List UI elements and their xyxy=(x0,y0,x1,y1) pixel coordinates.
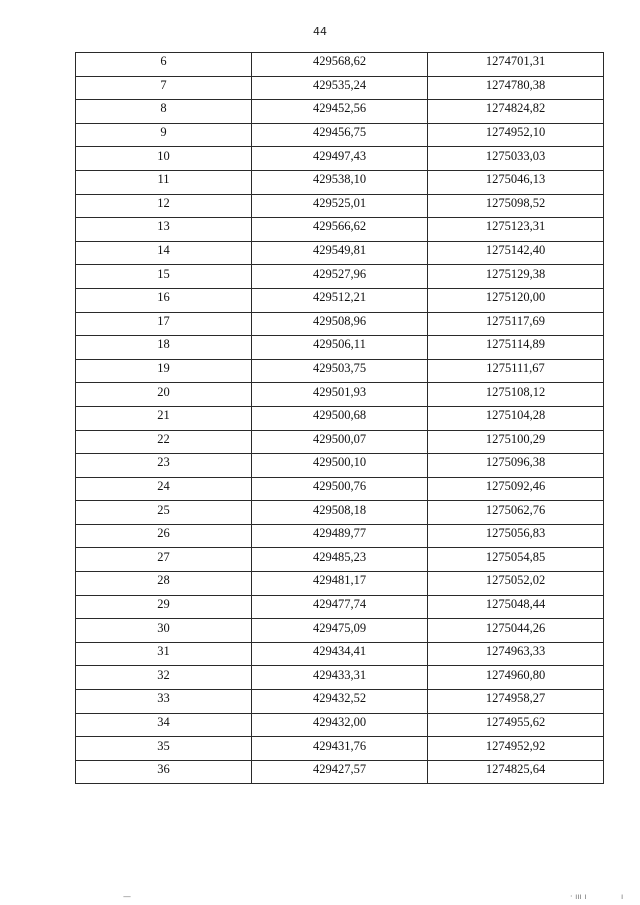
x-coordinate-cell-text: 429506,11 xyxy=(313,337,366,352)
y-coordinate-cell xyxy=(428,666,604,690)
point-number-cell-text: 18 xyxy=(157,337,170,352)
y-coordinate-cell xyxy=(428,241,604,265)
x-coordinate-cell xyxy=(252,501,428,525)
y-coordinate-cell-text: 1275098,52 xyxy=(485,195,546,210)
x-coordinate-cell xyxy=(252,218,428,242)
table-row xyxy=(76,53,604,77)
point-number-cell-text: 22 xyxy=(157,431,170,446)
point-number-cell xyxy=(76,619,252,643)
x-coordinate-cell xyxy=(252,76,428,100)
x-coordinate-cell-text: 429503,75 xyxy=(312,361,367,376)
table-row xyxy=(76,501,604,525)
y-coordinate-cell-text: 1274963,33 xyxy=(485,644,546,659)
y-coordinate-cell xyxy=(428,430,604,454)
table-row xyxy=(76,595,604,619)
point-number-cell-text: 34 xyxy=(157,714,170,729)
x-coordinate-cell-text: 429508,96 xyxy=(312,313,367,328)
table-row xyxy=(76,548,604,572)
table-row xyxy=(76,713,604,737)
y-coordinate-cell-text: 1274955,62 xyxy=(485,714,546,729)
x-coordinate-cell-text: 429527,96 xyxy=(312,266,367,281)
table-row xyxy=(76,288,604,312)
point-number-cell xyxy=(76,454,252,478)
point-number-cell-text: 32 xyxy=(157,667,170,682)
point-number-cell xyxy=(76,642,252,666)
x-coordinate-cell-text: 429489,77 xyxy=(312,526,367,541)
table-row xyxy=(76,666,604,690)
y-coordinate-cell-text: 1274952,92 xyxy=(485,738,546,753)
table-row xyxy=(76,312,604,336)
x-coordinate-cell-text: 429525,01 xyxy=(312,195,367,210)
y-coordinate-cell xyxy=(428,218,604,242)
y-coordinate-cell-text: 1275056,83 xyxy=(485,526,546,541)
y-coordinate-cell-text: 1274780,38 xyxy=(485,77,546,92)
y-coordinate-cell-text: 1275052,02 xyxy=(485,573,546,588)
x-coordinate-cell-text: 429452,56 xyxy=(312,101,367,116)
table-row xyxy=(76,123,604,147)
footer-scan-mark-right: · ııı ı xyxy=(570,892,587,901)
table-row xyxy=(76,406,604,430)
x-coordinate-cell-text: 429500,76 xyxy=(312,478,367,493)
y-coordinate-cell xyxy=(428,454,604,478)
y-coordinate-cell xyxy=(428,123,604,147)
x-coordinate-cell-text: 429512,21 xyxy=(312,290,367,305)
point-number-cell xyxy=(76,359,252,383)
x-coordinate-cell xyxy=(252,336,428,360)
y-coordinate-cell xyxy=(428,690,604,714)
table-row xyxy=(76,642,604,666)
y-coordinate-cell-text: 1275033,03 xyxy=(485,148,546,163)
point-number-cell-text: 31 xyxy=(157,644,170,659)
table-row xyxy=(76,194,604,218)
x-coordinate-cell-text: 429477,74 xyxy=(312,596,367,611)
x-coordinate-cell-text: 429427,57 xyxy=(312,762,367,777)
x-coordinate-cell xyxy=(252,619,428,643)
x-coordinate-cell-text: 429566,62 xyxy=(312,219,367,234)
point-number-cell xyxy=(76,548,252,572)
x-coordinate-cell xyxy=(252,642,428,666)
x-coordinate-cell xyxy=(252,383,428,407)
point-number-cell xyxy=(76,690,252,714)
point-number-cell-text: 6 xyxy=(160,54,167,69)
x-coordinate-cell-text: 429508,18 xyxy=(312,502,367,517)
y-coordinate-cell xyxy=(428,524,604,548)
y-coordinate-cell-text: 1275123,31 xyxy=(485,219,546,234)
y-coordinate-cell-text: 1274960,80 xyxy=(485,667,546,682)
x-coordinate-cell-text: 429431,76 xyxy=(312,738,367,753)
point-number-cell xyxy=(76,147,252,171)
x-coordinate-cell-text: 429481,17 xyxy=(312,573,367,588)
y-coordinate-cell xyxy=(428,595,604,619)
x-coordinate-cell xyxy=(252,666,428,690)
page-number: 44 xyxy=(313,25,327,38)
y-coordinate-cell-text: 1274952,10 xyxy=(485,125,546,140)
table-row xyxy=(76,147,604,171)
point-number-cell xyxy=(76,572,252,596)
point-number-cell xyxy=(76,737,252,761)
x-coordinate-cell xyxy=(252,737,428,761)
y-coordinate-cell-text: 1275111,67 xyxy=(486,361,545,376)
y-coordinate-cell-text: 1275096,38 xyxy=(485,455,546,470)
table-row xyxy=(76,100,604,124)
point-number-cell xyxy=(76,595,252,619)
point-number-cell xyxy=(76,336,252,360)
y-coordinate-cell xyxy=(428,170,604,194)
point-number-cell-text: 11 xyxy=(157,172,170,187)
table-row xyxy=(76,359,604,383)
y-coordinate-cell-text: 1275114,89 xyxy=(486,337,545,352)
y-coordinate-cell xyxy=(428,336,604,360)
point-number-cell xyxy=(76,76,252,100)
y-coordinate-cell-text: 1275120,00 xyxy=(485,290,546,305)
x-coordinate-cell xyxy=(252,690,428,714)
point-number-cell xyxy=(76,666,252,690)
y-coordinate-cell xyxy=(428,737,604,761)
point-number-cell-text: 19 xyxy=(157,361,170,376)
table-row xyxy=(76,572,604,596)
x-coordinate-cell-text: 429485,23 xyxy=(312,549,367,564)
y-coordinate-cell xyxy=(428,477,604,501)
y-coordinate-cell-text: 1274824,82 xyxy=(485,101,546,116)
point-number-cell-text: 15 xyxy=(157,266,170,281)
y-coordinate-cell-text: 1274825,64 xyxy=(485,762,546,777)
x-coordinate-cell xyxy=(252,123,428,147)
point-number-cell-text: 35 xyxy=(157,738,170,753)
x-coordinate-cell-text: 429456,75 xyxy=(312,125,367,140)
y-coordinate-cell-text: 1275104,28 xyxy=(485,408,546,423)
point-number-cell xyxy=(76,477,252,501)
coordinates-table-body xyxy=(76,53,604,784)
point-number-cell xyxy=(76,218,252,242)
y-coordinate-cell xyxy=(428,760,604,784)
x-coordinate-cell xyxy=(252,454,428,478)
point-number-cell-text: 29 xyxy=(157,596,170,611)
point-number-cell-text: 7 xyxy=(160,77,167,92)
y-coordinate-cell-text: 1275062,76 xyxy=(485,502,546,517)
y-coordinate-cell-text: 1275044,26 xyxy=(485,620,546,635)
y-coordinate-cell xyxy=(428,147,604,171)
x-coordinate-cell xyxy=(252,595,428,619)
y-coordinate-cell-text: 1274701,31 xyxy=(485,54,546,69)
x-coordinate-cell xyxy=(252,265,428,289)
x-coordinate-cell xyxy=(252,572,428,596)
x-coordinate-cell xyxy=(252,713,428,737)
point-number-cell-text: 17 xyxy=(157,313,170,328)
x-coordinate-cell-text: 429538,10 xyxy=(312,172,367,187)
y-coordinate-cell xyxy=(428,383,604,407)
table-row xyxy=(76,265,604,289)
x-coordinate-cell-text: 429500,07 xyxy=(312,431,367,446)
y-coordinate-cell-text: 1274958,27 xyxy=(485,691,546,706)
x-coordinate-cell xyxy=(252,100,428,124)
point-number-cell-text: 25 xyxy=(157,502,170,517)
x-coordinate-cell xyxy=(252,359,428,383)
point-number-cell-text: 13 xyxy=(157,219,170,234)
point-number-cell-text: 21 xyxy=(157,408,170,423)
table-row xyxy=(76,524,604,548)
table-row xyxy=(76,241,604,265)
y-coordinate-cell-text: 1275054,85 xyxy=(485,549,546,564)
point-number-cell xyxy=(76,100,252,124)
point-number-cell xyxy=(76,713,252,737)
point-number-cell-text: 8 xyxy=(160,101,167,116)
point-number-cell-text: 14 xyxy=(157,243,170,258)
y-coordinate-cell-text: 1275108,12 xyxy=(485,384,546,399)
point-number-cell-text: 26 xyxy=(157,526,170,541)
footer-scan-mark-edge: ı xyxy=(621,892,624,901)
table-row xyxy=(76,737,604,761)
x-coordinate-cell-text: 429501,93 xyxy=(312,384,367,399)
point-number-cell xyxy=(76,524,252,548)
point-number-cell-text: 27 xyxy=(157,549,170,564)
x-coordinate-cell xyxy=(252,406,428,430)
x-coordinate-cell-text: 429475,09 xyxy=(312,620,367,635)
y-coordinate-cell-text: 1275142,40 xyxy=(485,243,546,258)
coordinates-table xyxy=(75,52,604,784)
x-coordinate-cell xyxy=(252,241,428,265)
y-coordinate-cell-text: 1275048,44 xyxy=(485,596,546,611)
x-coordinate-cell xyxy=(252,312,428,336)
table-row xyxy=(76,336,604,360)
table-row xyxy=(76,383,604,407)
y-coordinate-cell-text: 1275117,69 xyxy=(486,313,545,328)
y-coordinate-cell xyxy=(428,265,604,289)
y-coordinate-cell xyxy=(428,619,604,643)
y-coordinate-cell xyxy=(428,288,604,312)
y-coordinate-cell xyxy=(428,312,604,336)
y-coordinate-cell xyxy=(428,53,604,77)
x-coordinate-cell-text: 429535,24 xyxy=(312,77,367,92)
table-row xyxy=(76,430,604,454)
point-number-cell-text: 12 xyxy=(157,195,170,210)
table-row xyxy=(76,477,604,501)
x-coordinate-cell-text: 429549,81 xyxy=(312,243,367,258)
point-number-cell xyxy=(76,406,252,430)
table-row xyxy=(76,619,604,643)
y-coordinate-cell-text: 1275046,13 xyxy=(485,172,546,187)
point-number-cell-text: 28 xyxy=(157,573,170,588)
point-number-cell-text: 24 xyxy=(157,478,170,493)
footer-scan-mark-left: — xyxy=(123,892,131,901)
x-coordinate-cell-text: 429433,31 xyxy=(312,667,367,682)
y-coordinate-cell-text: 1275129,38 xyxy=(485,266,546,281)
table-row xyxy=(76,690,604,714)
point-number-cell xyxy=(76,170,252,194)
x-coordinate-cell-text: 429500,68 xyxy=(312,408,367,423)
x-coordinate-cell xyxy=(252,524,428,548)
point-number-cell-text: 9 xyxy=(160,125,167,140)
point-number-cell xyxy=(76,123,252,147)
y-coordinate-cell xyxy=(428,642,604,666)
point-number-cell xyxy=(76,265,252,289)
point-number-cell xyxy=(76,53,252,77)
table-row xyxy=(76,76,604,100)
point-number-cell xyxy=(76,241,252,265)
y-coordinate-cell-text: 1275100,29 xyxy=(485,431,546,446)
x-coordinate-cell xyxy=(252,147,428,171)
x-coordinate-cell-text: 429434,41 xyxy=(312,644,367,659)
point-number-cell xyxy=(76,501,252,525)
point-number-cell xyxy=(76,760,252,784)
x-coordinate-cell xyxy=(252,170,428,194)
y-coordinate-cell xyxy=(428,406,604,430)
y-coordinate-cell xyxy=(428,713,604,737)
point-number-cell xyxy=(76,194,252,218)
x-coordinate-cell xyxy=(252,430,428,454)
y-coordinate-cell xyxy=(428,100,604,124)
table-row xyxy=(76,218,604,242)
x-coordinate-cell xyxy=(252,760,428,784)
table-row xyxy=(76,170,604,194)
point-number-cell-text: 30 xyxy=(157,620,170,635)
y-coordinate-cell-text: 1275092,46 xyxy=(485,478,546,493)
point-number-cell xyxy=(76,383,252,407)
point-number-cell-text: 20 xyxy=(157,384,170,399)
y-coordinate-cell xyxy=(428,548,604,572)
x-coordinate-cell xyxy=(252,53,428,77)
point-number-cell xyxy=(76,288,252,312)
y-coordinate-cell xyxy=(428,501,604,525)
y-coordinate-cell xyxy=(428,76,604,100)
y-coordinate-cell xyxy=(428,572,604,596)
x-coordinate-cell-text: 429432,00 xyxy=(312,714,367,729)
y-coordinate-cell xyxy=(428,194,604,218)
x-coordinate-cell xyxy=(252,194,428,218)
x-coordinate-cell xyxy=(252,477,428,501)
table-row xyxy=(76,454,604,478)
point-number-cell-text: 10 xyxy=(157,148,170,163)
point-number-cell-text: 23 xyxy=(157,455,170,470)
point-number-cell-text: 33 xyxy=(157,691,170,706)
x-coordinate-cell xyxy=(252,548,428,572)
point-number-cell-text: 36 xyxy=(157,762,170,777)
x-coordinate-cell-text: 429568,62 xyxy=(312,54,367,69)
point-number-cell-text: 16 xyxy=(157,290,170,305)
y-coordinate-cell xyxy=(428,359,604,383)
point-number-cell xyxy=(76,312,252,336)
point-number-cell xyxy=(76,430,252,454)
x-coordinate-cell-text: 429432,52 xyxy=(312,691,367,706)
table-row xyxy=(76,760,604,784)
x-coordinate-cell-text: 429500,10 xyxy=(312,455,367,470)
x-coordinate-cell-text: 429497,43 xyxy=(312,148,367,163)
x-coordinate-cell xyxy=(252,288,428,312)
